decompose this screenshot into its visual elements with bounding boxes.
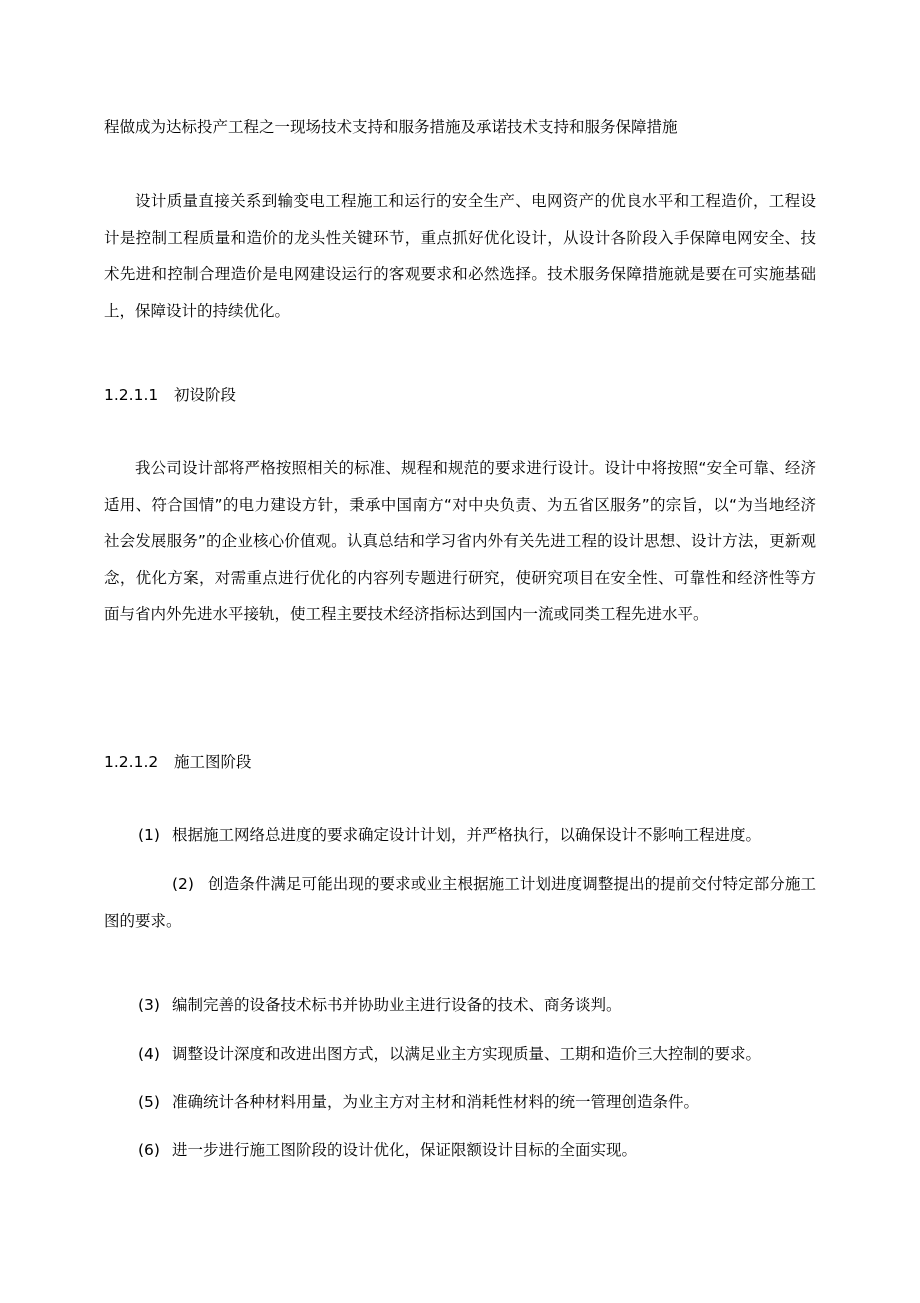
list-item-text: 根据施工网络总进度的要求确定设计计划，并严格执行，以确保设计不影响工程进度。: [172, 826, 762, 844]
section-heading-2: [104, 751, 252, 773]
section-number: 1.2.1.2: [104, 753, 159, 771]
list-item: [104, 1084, 816, 1121]
document-title: 程做成为达标投产工程之一现场技术支持和服务措施及承诺技术支持和服务保障措施: [104, 118, 678, 136]
list-item-text: 编制完善的设备技术标书并协助业主进行设备的技术、商务谈判。: [172, 996, 622, 1014]
list-marker: (6): [138, 1141, 160, 1159]
list-item: [104, 866, 816, 939]
intro-paragraph: 设计质量直接关系到输变电工程施工和运行的安全生产、电网资产的优良水平和工程造价，工程设计是控制工程质量和造价的龙头性关键环节，重点抓好优化设计，从设计各阶段入手保障电网安全、技术先进和控制合理造价是电网建设运行的客观要求和必然选择。技术服务保障措施就是要在可实施基础上，保障设计的持续优化。: [104, 192, 816, 320]
list-item-text: 准确统计各种材料用量，为业主方对主材和消耗性材料的统一管理创造条件。: [172, 1093, 700, 1111]
section-heading-1: [104, 384, 236, 406]
list-marker: (5): [138, 1093, 160, 1111]
list-item: [104, 1132, 816, 1169]
list-item: [104, 987, 816, 1024]
section-title: 施工图阶段: [174, 753, 252, 771]
list-marker: (2): [172, 875, 194, 893]
list-item-text: 创造条件满足可能出现的要求或业主根据施工计划进度调整提出的提前交付特定部分施工图的要求。: [104, 875, 816, 930]
list-marker: (1): [138, 826, 160, 844]
section-number: 1.2.1.1: [104, 386, 159, 404]
list-item-text: 进一步进行施工图阶段的设计优化，保证限额设计目标的全面实现。: [172, 1141, 638, 1159]
section-title: 初设阶段: [174, 386, 237, 404]
section-1-paragraph: 我公司设计部将严格按照相关的标准、规程和规范的要求进行设计。设计中将按照“安全可靠、经济适用、符合国情”的电力建设方针，秉承中国南方“对中央负责、为五省区服务”的宗旨，以“为当地经济社会发展服务”的企业核心价值观。认真总结和学习省内外有关先进工程的设计思想、设计方法，更新观念，优化方案，对需重点进行优化的内容列专题进行研究，使研究项目在安全性、可靠性和经济性等方面与省内外先进水平接轨，使工程主要技术经济指标达到国内一流或同类工程先进水平。: [104, 459, 816, 623]
list-item: [104, 1036, 816, 1073]
list-marker: (3): [138, 996, 160, 1014]
list-item: [104, 817, 816, 854]
list-item-text: 调整设计深度和改进出图方式，以满足业主方实现质量、工期和造价三大控制的要求。: [172, 1045, 762, 1063]
list-marker: (4): [138, 1045, 160, 1063]
